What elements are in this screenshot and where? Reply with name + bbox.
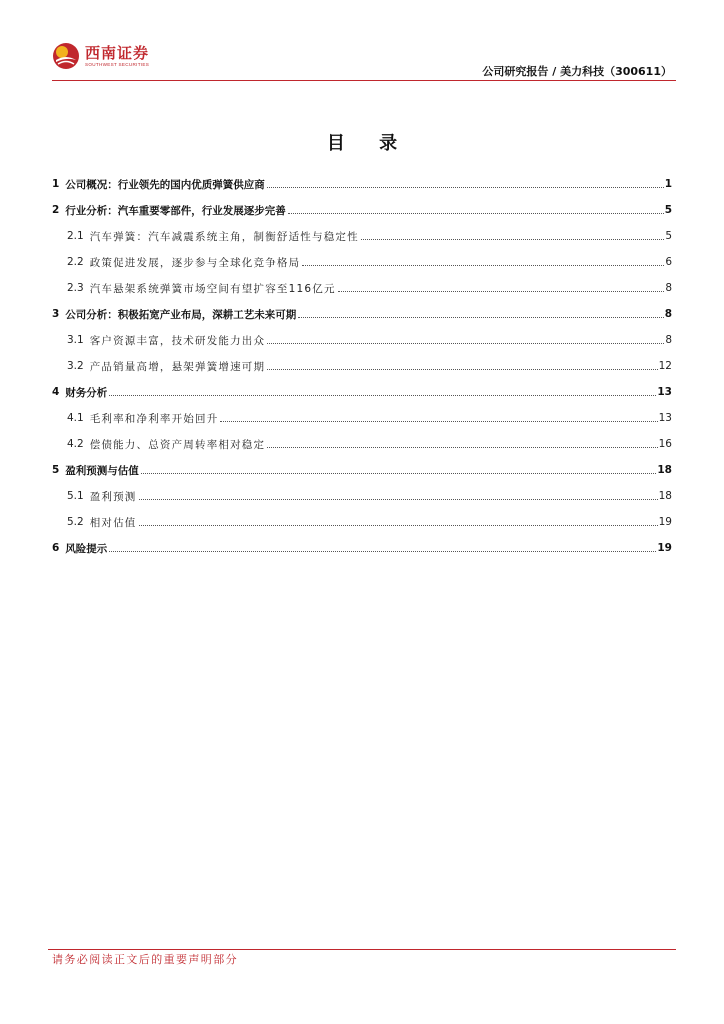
- toc-dot-leader: [267, 447, 657, 448]
- toc-page-number: 19: [658, 516, 672, 528]
- toc-entry-subsection[interactable]: [52, 223, 672, 249]
- toc-page-number: 13: [657, 386, 672, 398]
- toc-entry-subsection[interactable]: [52, 327, 672, 353]
- header-divider: [52, 80, 676, 81]
- toc-heading: 目 录: [326, 133, 412, 154]
- toc-page-number: 5: [664, 204, 672, 216]
- toc-entry-section[interactable]: [52, 197, 672, 223]
- toc-dot-leader: [302, 265, 664, 266]
- toc-entry-title: 毛利率和净利率开始回升: [89, 412, 219, 425]
- toc-entry-title: 客户资源丰富，技术研发能力出众: [89, 334, 266, 347]
- toc-entry-title: 财务分析: [65, 386, 108, 399]
- toc-entry-title: 盈利预测与估值: [65, 464, 139, 477]
- toc-page-number: 12: [658, 360, 672, 372]
- toc-page-number: 1: [664, 178, 672, 190]
- toc-entry-number: 4: [52, 386, 60, 398]
- toc-entry-number: 1: [52, 178, 60, 190]
- toc-entry-number: 2.3: [67, 282, 84, 294]
- toc-entry-subsection[interactable]: [52, 405, 672, 431]
- toc-page-number: 19: [657, 542, 672, 554]
- toc-page-number: 18: [657, 464, 672, 476]
- toc-entry-title: 公司分析：积极拓宽产业布局，深耕工艺未来可期: [65, 308, 297, 321]
- toc-dot-leader: [288, 213, 664, 214]
- footer-notice: 请务必阅读正文后的重要声明部分: [52, 953, 238, 966]
- logo-english-name: SOUTHWEST SECURITIES: [85, 61, 150, 67]
- toc-entry-section[interactable]: [52, 379, 672, 405]
- toc-entry-section[interactable]: [52, 171, 672, 197]
- toc-entry-section[interactable]: [52, 535, 672, 561]
- toc-page-number: 6: [665, 256, 672, 268]
- toc-dot-leader: [298, 317, 663, 318]
- toc-page-number: 13: [658, 412, 672, 424]
- toc-dot-leader: [139, 525, 658, 526]
- toc-page-number: 5: [665, 230, 672, 242]
- toc-entry-title: 盈利预测: [89, 490, 137, 503]
- toc-entry-title: 风险提示: [65, 542, 108, 555]
- toc-entry-section[interactable]: [52, 457, 672, 483]
- toc-entry-section[interactable]: [52, 301, 672, 327]
- toc-page-number: 8: [665, 282, 672, 294]
- toc-dot-leader: [267, 369, 657, 370]
- toc-entry-title: 公司概况：行业领先的国内优质弹簧供应商: [65, 178, 265, 191]
- toc-entry-subsection[interactable]: [52, 509, 672, 535]
- toc-entry-subsection[interactable]: [52, 483, 672, 509]
- toc-entry-title: 相对估值: [89, 516, 137, 529]
- company-logo: [52, 42, 149, 70]
- toc-entry-number: 6: [52, 542, 60, 554]
- toc-entry-subsection[interactable]: [52, 275, 672, 301]
- toc-dot-leader: [361, 239, 665, 240]
- toc-dot-leader: [139, 499, 658, 500]
- toc-entry-title: 行业分析：汽车重要零部件，行业发展逐步完善: [65, 204, 286, 217]
- toc-page-number: 18: [658, 490, 672, 502]
- footer-divider: [48, 949, 676, 950]
- toc-entry-number: 3.1: [67, 334, 84, 346]
- toc-entry-number: 3.2: [67, 360, 84, 372]
- toc-entry-number: 4.2: [67, 438, 84, 450]
- toc-entry-subsection[interactable]: [52, 431, 672, 457]
- toc-dot-leader: [109, 551, 656, 552]
- table-of-contents: [52, 171, 672, 561]
- toc-dot-leader: [220, 421, 657, 422]
- toc-page-number: 16: [658, 438, 672, 450]
- toc-entry-title: 汽车悬架系统弹簧市场空间有望扩容至116亿元: [89, 282, 336, 295]
- toc-entry-number: 5.2: [67, 516, 84, 528]
- toc-dot-leader: [267, 187, 664, 188]
- logo-chinese-name: 西南证券: [85, 43, 150, 62]
- logo-emblem-icon: [52, 42, 80, 70]
- toc-entry-title: 汽车弹簧：汽车减震系统主角，制衡舒适性与稳定性: [89, 230, 359, 243]
- toc-dot-leader: [338, 291, 665, 292]
- toc-entry-title: 政策促进发展，逐步参与全球化竞争格局: [89, 256, 301, 269]
- toc-entry-subsection[interactable]: [52, 353, 672, 379]
- toc-entry-number: 2.1: [67, 230, 84, 242]
- toc-entry-number: 5: [52, 464, 60, 476]
- report-title: 公司研究报告 / 美力科技（300611）: [482, 65, 672, 78]
- toc-entry-title: 产品销量高增，悬架弹簧增速可期: [89, 360, 266, 373]
- toc-page-number: 8: [665, 334, 672, 346]
- toc-dot-leader: [109, 395, 656, 396]
- toc-entry-number: 5.1: [67, 490, 84, 502]
- toc-entry-number: 2: [52, 204, 60, 216]
- toc-dot-leader: [141, 473, 657, 474]
- toc-entry-number: 3: [52, 308, 60, 320]
- toc-dot-leader: [267, 343, 664, 344]
- toc-entry-number: 4.1: [67, 412, 84, 424]
- page-header: [0, 0, 724, 82]
- toc-entry-number: 2.2: [67, 256, 84, 268]
- toc-entry-title: 偿债能力、总资产周转率相对稳定: [89, 438, 266, 451]
- toc-page-number: 8: [664, 308, 672, 320]
- toc-entry-subsection[interactable]: [52, 249, 672, 275]
